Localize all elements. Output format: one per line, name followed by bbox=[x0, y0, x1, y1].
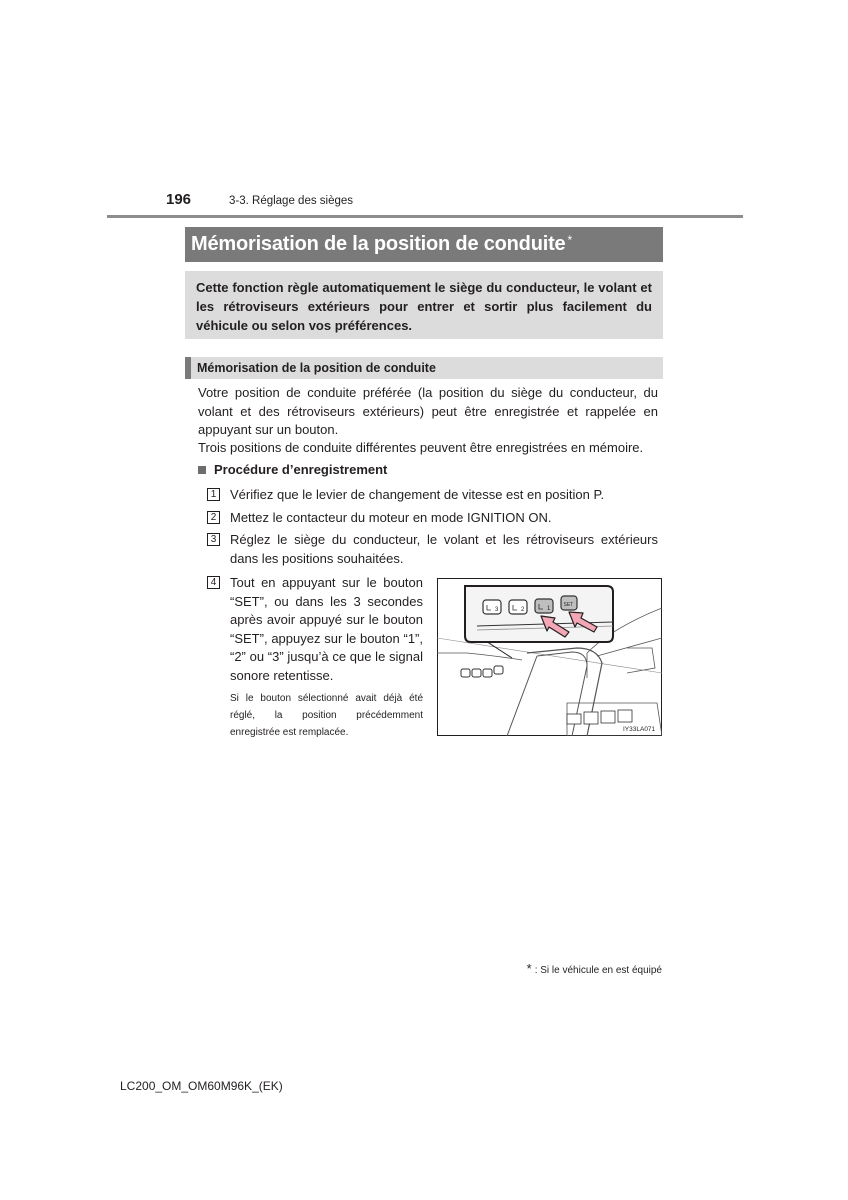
step-number: 3 bbox=[207, 533, 220, 546]
button-2-label: 2 bbox=[521, 607, 525, 613]
bullet-square-icon bbox=[198, 466, 206, 474]
set-button-label: SET bbox=[563, 602, 574, 608]
intro-text: Cette fonction règle automatiquement le siège du conducteur, le volant et les rétroviseurs extérieurs pour entrer et sortir plus facilement du véhicule ou selon vos préférences. bbox=[196, 280, 652, 333]
body-paragraph: Votre position de conduite préférée (la position du siège du conducteur, du volant et des rétroviseurs extérieurs) peut être enregistrée et rappelée en appuyant sur un bouton. bbox=[198, 385, 658, 437]
memory-buttons-illustration bbox=[437, 578, 662, 736]
footnote-asterisk: * bbox=[526, 961, 532, 976]
step-note: Si le bouton sélectionné avait déjà été réglé, la position précédemment enregistrée est remplacée. bbox=[230, 693, 423, 738]
step-text: Réglez le siège du conducteur, le volant et les rétroviseurs extérieurs dans les positions souhaitées. bbox=[230, 532, 658, 566]
intro-box bbox=[185, 271, 663, 339]
button-1-label: 1 bbox=[547, 606, 551, 612]
illustration-code: IY33LA071 bbox=[623, 726, 656, 733]
footnote-text: : Si le véhicule en est équipé bbox=[534, 965, 662, 976]
step-text: Tout en appuyant sur le bouton “SET”, ou dans les 3 secondes après avoir appuyé sur le bouton “SET”, appuyez sur le bouton “1”, “2” ou “3” jusqu’à ce que le signal sonore retentisse. bbox=[230, 575, 423, 683]
body-paragraph: Trois positions de conduite différentes peuvent être enregistrées en mémoire. bbox=[198, 440, 644, 455]
title-asterisk: * bbox=[567, 233, 573, 247]
procedure-heading bbox=[198, 462, 387, 477]
step-number: 1 bbox=[207, 488, 220, 501]
page-number: 196 bbox=[166, 191, 192, 208]
subsection-bar bbox=[185, 357, 663, 379]
procedure-heading-text: Procédure d’enregistrement bbox=[214, 462, 388, 477]
button-3-label: 3 bbox=[495, 607, 499, 613]
step-number: 4 bbox=[207, 576, 220, 589]
section-reference: 3-3. Réglage des sièges bbox=[229, 195, 354, 207]
memory-panel-callout bbox=[465, 586, 613, 642]
header-rule bbox=[107, 215, 743, 218]
subsection-title: Mémorisation de la position de conduite bbox=[197, 361, 436, 375]
step-number: 2 bbox=[207, 511, 220, 524]
footnote bbox=[527, 961, 662, 976]
step-text: Vérifiez que le levier de changement de vitesse est en position P. bbox=[230, 487, 605, 502]
page-title: Mémorisation de la position de conduite bbox=[191, 233, 566, 255]
page-title-bar bbox=[185, 227, 663, 262]
step-text: Mettez le contacteur du moteur en mode IGNITION ON. bbox=[230, 510, 552, 525]
document-code: LC200_OM_OM60M96K_(EK) bbox=[120, 1079, 283, 1093]
